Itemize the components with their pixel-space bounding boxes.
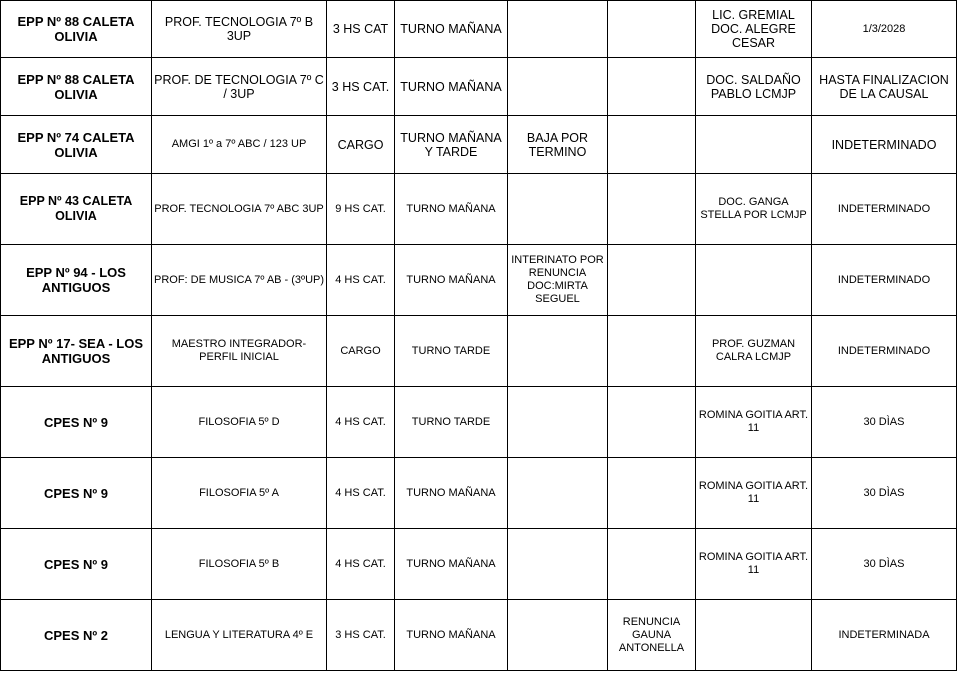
reason-cell: [508, 600, 608, 671]
hours-cell: 4 HS CAT.: [327, 458, 395, 529]
shift-cell: TURNO TARDE: [395, 316, 508, 387]
until-cell: 30 DÌAS: [812, 458, 957, 529]
table-row: [1, 316, 957, 387]
holder-cell: ROMINA GOITIA ART. 11: [696, 529, 812, 600]
shift-cell: TURNO MAÑANA: [395, 458, 508, 529]
school-cell: EPP Nº 43 CALETA OLIVIA: [1, 174, 152, 245]
position-cell: PROF. TECNOLOGIA 7º B 3UP: [152, 1, 327, 58]
shift-cell: TURNO MAÑANA: [395, 58, 508, 116]
table-row: [1, 387, 957, 458]
until-cell: INDETERMINADO: [812, 316, 957, 387]
reason-cell: [508, 58, 608, 116]
position-cell: FILOSOFIA 5º A: [152, 458, 327, 529]
reason-cell: [508, 316, 608, 387]
holder-cell: [696, 600, 812, 671]
vacancy-cell: [608, 316, 696, 387]
shift-cell: TURNO MAÑANA: [395, 245, 508, 316]
holder-cell: DOC. GANGA STELLA POR LCMJP: [696, 174, 812, 245]
position-cell: LENGUA Y LITERATURA 4º E: [152, 600, 327, 671]
until-cell: HASTA FINALIZACION DE LA CAUSAL: [812, 58, 957, 116]
hours-cell: CARGO: [327, 116, 395, 174]
shift-cell: TURNO MAÑANA: [395, 600, 508, 671]
school-cell: EPP Nº 88 CALETA OLIVIA: [1, 58, 152, 116]
school-cell: CPES Nº 9: [1, 458, 152, 529]
reason-cell: BAJA POR TERMINO: [508, 116, 608, 174]
position-cell: PROF. DE TECNOLOGIA 7º C / 3UP: [152, 58, 327, 116]
hours-cell: 3 HS CAT: [327, 1, 395, 58]
holder-cell: LIC. GREMIAL DOC. ALEGRE CESAR: [696, 1, 812, 58]
hours-cell: 3 HS CAT.: [327, 58, 395, 116]
reason-cell: [508, 458, 608, 529]
table-row: [1, 458, 957, 529]
reason-cell: [508, 387, 608, 458]
until-cell: INDETERMINADO: [812, 116, 957, 174]
holder-cell: ROMINA GOITIA ART. 11: [696, 387, 812, 458]
table-row: [1, 1, 957, 58]
hours-cell: 3 HS CAT.: [327, 600, 395, 671]
school-cell: EPP Nº 94 - LOS ANTIGUOS: [1, 245, 152, 316]
vacancy-cell: [608, 116, 696, 174]
holder-cell: [696, 245, 812, 316]
vacancy-cell: [608, 245, 696, 316]
reason-cell: [508, 1, 608, 58]
until-cell: INDETERMINADO: [812, 245, 957, 316]
holder-cell: PROF. GUZMAN CALRA LCMJP: [696, 316, 812, 387]
school-cell: EPP Nº 74 CALETA OLIVIA: [1, 116, 152, 174]
vacancy-cell: [608, 1, 696, 58]
vacancy-cell: [608, 529, 696, 600]
hours-cell: 4 HS CAT.: [327, 529, 395, 600]
table-row: [1, 529, 957, 600]
position-cell: MAESTRO INTEGRADOR- PERFIL INICIAL: [152, 316, 327, 387]
hours-cell: 4 HS CAT.: [327, 387, 395, 458]
reason-cell: [508, 529, 608, 600]
school-cell: CPES Nº 9: [1, 387, 152, 458]
until-cell: 30 DÌAS: [812, 387, 957, 458]
holder-cell: DOC. SALDAÑO PABLO LCMJP: [696, 58, 812, 116]
until-cell: INDETERMINADO: [812, 174, 957, 245]
until-cell: 1/3/2028: [812, 1, 957, 58]
vacancy-cell: [608, 387, 696, 458]
school-cell: EPP Nº 88 CALETA OLIVIA: [1, 1, 152, 58]
vacancy-cell: RENUNCIA GAUNA ANTONELLA: [608, 600, 696, 671]
position-cell: FILOSOFIA 5º B: [152, 529, 327, 600]
school-cell: CPES Nº 9: [1, 529, 152, 600]
position-cell: AMGI 1º a 7º ABC / 123 UP: [152, 116, 327, 174]
vacancy-cell: [608, 174, 696, 245]
position-cell: FILOSOFIA 5º D: [152, 387, 327, 458]
shift-cell: TURNO MAÑANA: [395, 1, 508, 58]
until-cell: INDETERMINADA: [812, 600, 957, 671]
table-row: [1, 600, 957, 671]
reason-cell: INTERINATO POR RENUNCIA DOC:MIRTA SEGUEL: [508, 245, 608, 316]
position-cell: PROF. TECNOLOGIA 7º ABC 3UP: [152, 174, 327, 245]
vacancy-cell: [608, 458, 696, 529]
hours-cell: CARGO: [327, 316, 395, 387]
reason-cell: [508, 174, 608, 245]
shift-cell: TURNO TARDE: [395, 387, 508, 458]
shift-cell: TURNO MAÑANA: [395, 529, 508, 600]
hours-cell: 9 HS CAT.: [327, 174, 395, 245]
shift-cell: TURNO MAÑANA: [395, 174, 508, 245]
table-row: [1, 58, 957, 116]
table-row: [1, 174, 957, 245]
table-row: [1, 116, 957, 174]
school-cell: EPP Nº 17- SEA - LOS ANTIGUOS: [1, 316, 152, 387]
table-row: [1, 245, 957, 316]
until-cell: 30 DÌAS: [812, 529, 957, 600]
holder-cell: ROMINA GOITIA ART. 11: [696, 458, 812, 529]
shift-cell: TURNO MAÑANA Y TARDE: [395, 116, 508, 174]
holder-cell: [696, 116, 812, 174]
position-cell: PROF: DE MUSICA 7º AB - (3ºUP): [152, 245, 327, 316]
hours-cell: 4 HS CAT.: [327, 245, 395, 316]
school-cell: CPES Nº 2: [1, 600, 152, 671]
vacancy-cell: [608, 58, 696, 116]
